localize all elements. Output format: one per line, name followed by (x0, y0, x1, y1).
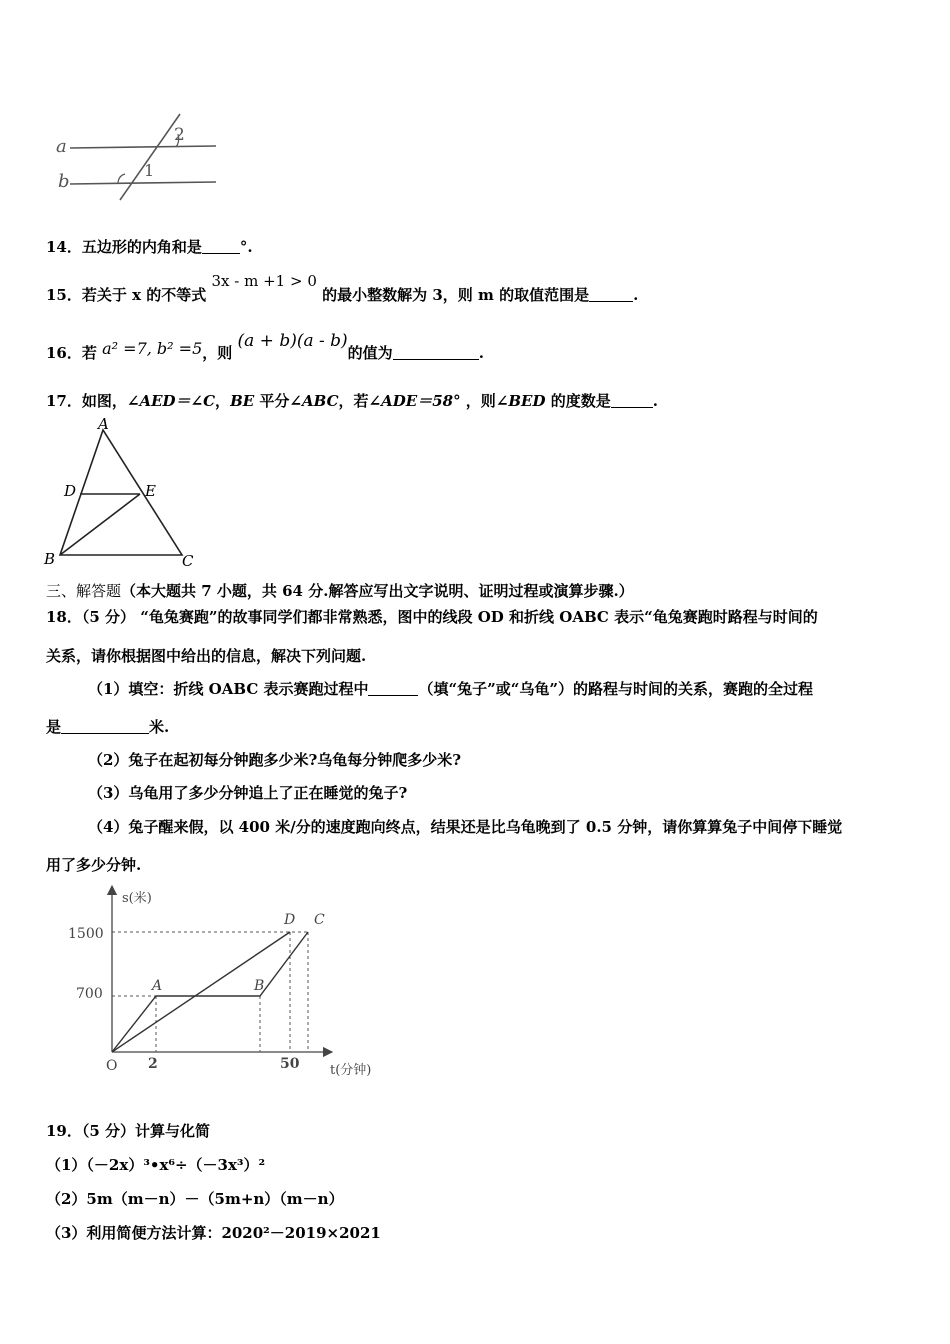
section-3-heading: 三、解答题（本大题共 7 小题，共 64 分.解答应写出文字说明、证明过程或演算步骤.） (46, 582, 634, 600)
question-18-part3: （3）乌龟用了多少分钟追上了正在睡觉的兔子? (88, 784, 408, 802)
angle-label-2: 2 (174, 125, 185, 145)
point-label-B: B (254, 978, 265, 994)
parallel-lines-figure (56, 110, 226, 202)
y-axis-label: s(米) (122, 891, 152, 906)
condition: a² =7, b² =5 (102, 339, 203, 358)
question-19-part1: （1）（－2x）³•x⁶÷（－3x³）² (46, 1156, 266, 1174)
question-18-part4-cont: 用了多少分钟. (46, 856, 142, 874)
question-18-part1-cont: 是 米. (46, 718, 170, 736)
question-18-part4: （4）兔子醒来假，以 400 米/分的速度跑向终点，结果还是比乌龟晚到了 0.5 分钟，请你算算兔子中间停下睡觉 (88, 818, 843, 836)
question-17: 17．如图，∠AED＝∠C，BE 平分∠ABC，若∠ADE＝58° ，则∠BED 的度数是 . (46, 392, 658, 410)
vertex-C: C (182, 552, 194, 570)
question-15: 15．若关于 x 的不等式 3x - m +1 > 0 的最小整数解为 3，则 m 的取值范围是 . (46, 272, 639, 304)
question-19-part3: （3）利用简便方法计算：2020²－2019×2021 (46, 1224, 381, 1242)
series-OABC (112, 932, 308, 1052)
inequality: 3x - m +1 > 0 (211, 272, 317, 290)
vertex-A: A (98, 415, 109, 433)
question-18-line1: 18．（5 分） “龟兔赛跑”的故事同学们都非常熟悉，图中的线段 OD 和折线 OABC 表示“龟兔赛跑时路程与时间的 (46, 608, 818, 626)
question-18-part2: （2）兔子在起初每分钟跑多少米?乌龟每分钟爬多少米? (88, 751, 462, 769)
question-14: 14．五边形的内角和是 °. (46, 238, 253, 256)
y-tick-700: 700 (76, 986, 103, 1002)
angle-label-1: 1 (144, 161, 155, 180)
origin-label: O (106, 1058, 118, 1074)
question-16: 16．若 a² =7, b² =5，则 (a + b)(a - b)的值为 . (46, 331, 484, 362)
question-18-line2: 关系，请你根据图中给出的信息，解决下列问题. (46, 647, 367, 665)
expression: (a + b)(a - b) (237, 331, 348, 351)
vertex-B: B (44, 550, 56, 568)
question-19-part2: （2）5m（m－n）－（5m+n）（m－n） (46, 1190, 344, 1208)
point-label-C: C (314, 912, 325, 928)
x-axis-label: t(分钟) (330, 1063, 372, 1078)
race-chart (60, 884, 390, 1084)
vertex-E: E (145, 482, 156, 500)
label-a: a (56, 136, 67, 157)
label-b: b (58, 171, 70, 192)
triangle-figure (40, 414, 200, 570)
x-tick-50: 50 (280, 1056, 300, 1072)
x-tick-2: 2 (148, 1056, 158, 1072)
y-tick-1500: 1500 (68, 926, 104, 942)
question-19: 19．（5 分）计算与化简 (46, 1122, 211, 1140)
point-label-A: A (152, 978, 163, 994)
vertex-D: D (64, 482, 77, 500)
question-18-part1: （1）填空：折线 OABC 表示赛跑过程中 （填“兔子”或“乌龟”）的路程与时间的关系，赛跑的全过程 (88, 680, 813, 698)
point-label-D: D (284, 912, 296, 928)
